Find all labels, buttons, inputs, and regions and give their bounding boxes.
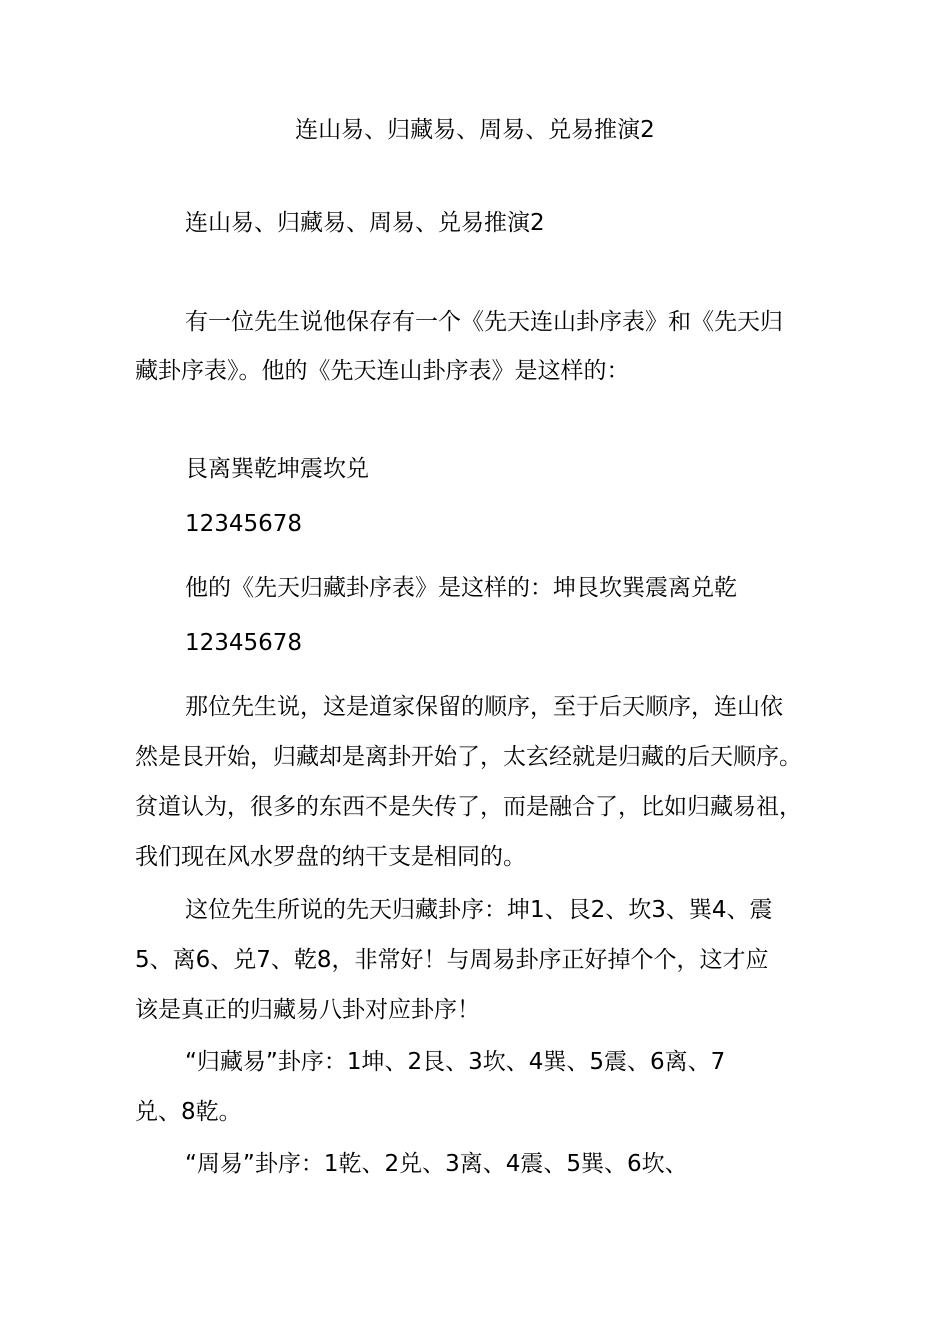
paragraph-line: 这位先生所说的先天归藏卦序：坤1、艮2、坎3、巽4、震 (185, 897, 773, 923)
paragraph-line: 贫道认为，很多的东西不是失传了，而是融合了，比如归藏易祖， (135, 794, 802, 820)
paragraph-line: 有一位先生说他保存有一个《先天连山卦序表》和《先天归 (185, 309, 783, 335)
paragraph-line: “周易”卦序：1乾、2兑、3离、4震、5巽、6坎、 (185, 1151, 688, 1177)
section-heading: 连山易、归藏易、周易、兑易推演2 (185, 210, 545, 236)
paragraph-line: 我们现在风水罗盘的纳干支是相同的。 (135, 844, 526, 870)
paragraph-line: 该是真正的归藏易八卦对应卦序！ (135, 997, 480, 1023)
trigram-sequence-line: 艮离巽乾坤震坎兑 (185, 456, 369, 482)
number-sequence-line: 12345678 (185, 511, 303, 537)
document-title: 连山易、归藏易、周易、兑易推演2 (295, 117, 655, 143)
number-sequence-line: 12345678 (185, 630, 303, 656)
paragraph-line: 他的《先天归藏卦序表》是这样的：坤艮坎巽震离兑乾 (185, 575, 737, 601)
paragraph-line: 然是艮开始，归藏却是离卦开始了，太玄经就是归藏的后天顺序。 (135, 744, 802, 770)
paragraph-line: “归藏易”卦序：1坤、2艮、3坎、4巽、5震、6离、7 (185, 1049, 726, 1075)
paragraph-line: 那位先生说，这是道家保留的顺序，至于后天顺序，连山依 (185, 694, 783, 720)
paragraph-line: 藏卦序表》。他的《先天连山卦序表》是这样的： (135, 358, 630, 384)
paragraph-line: 兑、8乾。 (135, 1099, 242, 1125)
paragraph-line: 5、离6、兑7、乾8，非常好！与周易卦序正好掉个个，这才应 (135, 947, 769, 973)
